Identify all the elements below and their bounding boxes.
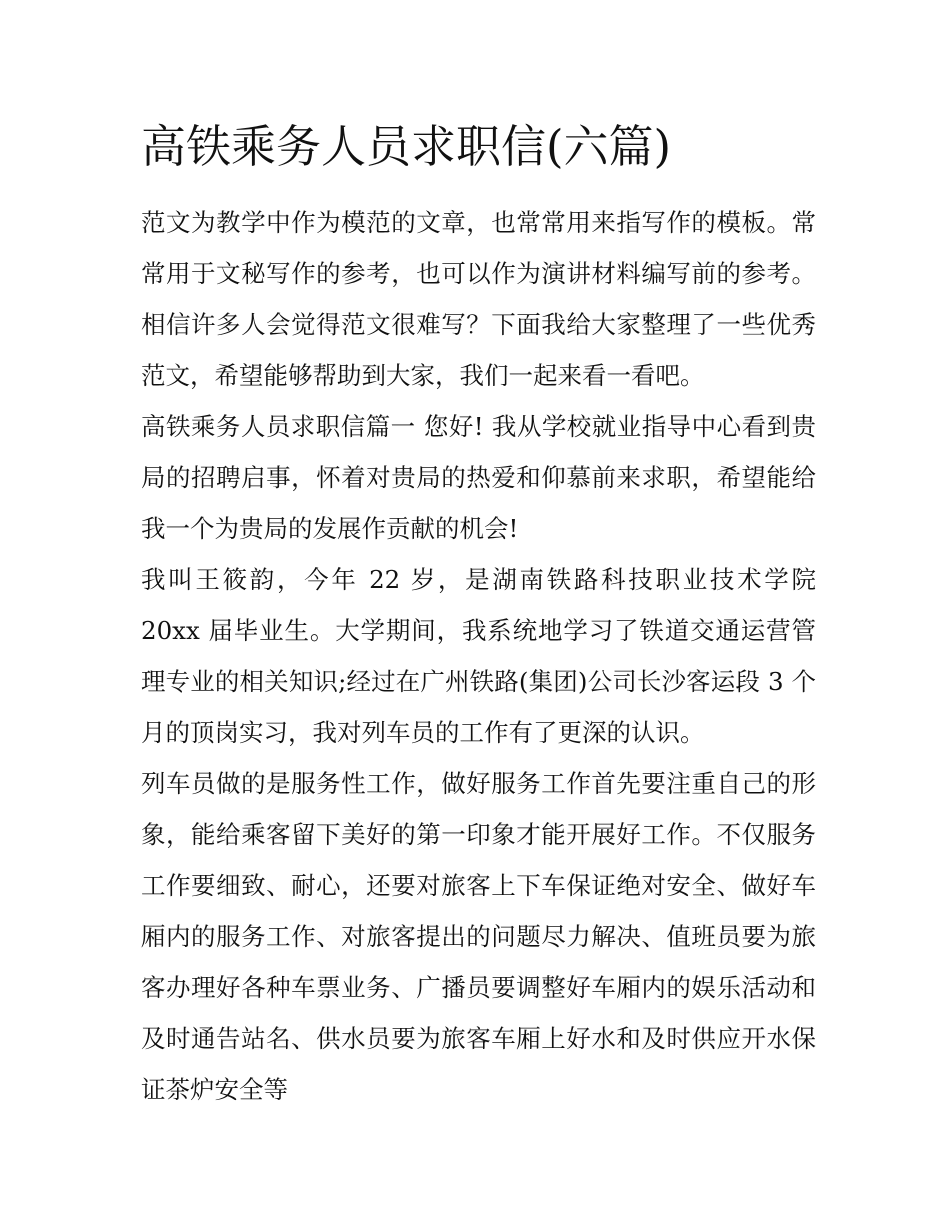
document-title: 高铁乘务人员求职信(六篇) [141, 120, 672, 173]
paragraph-self-introduction: 我叫王筱韵，今年 22 岁，是湖南铁路科技职业技术学院 20xx 届毕业生。大学期间，我系统地学习了铁道交通运营管理专业的相关知识;经过在广州铁路(集团)公司长沙客运段 3 个月的顶岗实习，我对列车员的工作有了更深的认识。 [141, 565, 816, 747]
paragraph-intro: 范文为教学中作为模范的文章，也常常用来指写作的模板。常常用于文秘写作的参考，也可以作为演讲材料编写前的参考。相信许多人会觉得范文很难写？下面我给大家整理了一些优秀范文，希望能够帮助到大家，我们一起来看一看吧。 [141, 208, 816, 390]
document-body [141, 197, 816, 1115]
paragraph-job-duties: 列车员做的是服务性工作，做好服务工作首先要注重自己的形象，能给乘客留下美好的第一印象才能开展好工作。不仅服务工作要细致、耐心，还要对旅客上下车保证绝对安全、做好车厢内的服务工作、对旅客提出的问题尽力解决、值班员要为旅客办理好各种车票业务、广播员要调整好车厢内的娱乐活动和及时通告站名、供水员要为旅客车厢上好水和及时供应开水保证茶炉安全等 [141, 769, 816, 1104]
paragraph-letter-opening: 高铁乘务人员求职信篇一 您好! 我从学校就业指导中心看到贵局的招聘启事，怀着对贵局的热爱和仰慕前来求职，希望能给我一个为贵局的发展作贡献的机会! [141, 412, 816, 543]
